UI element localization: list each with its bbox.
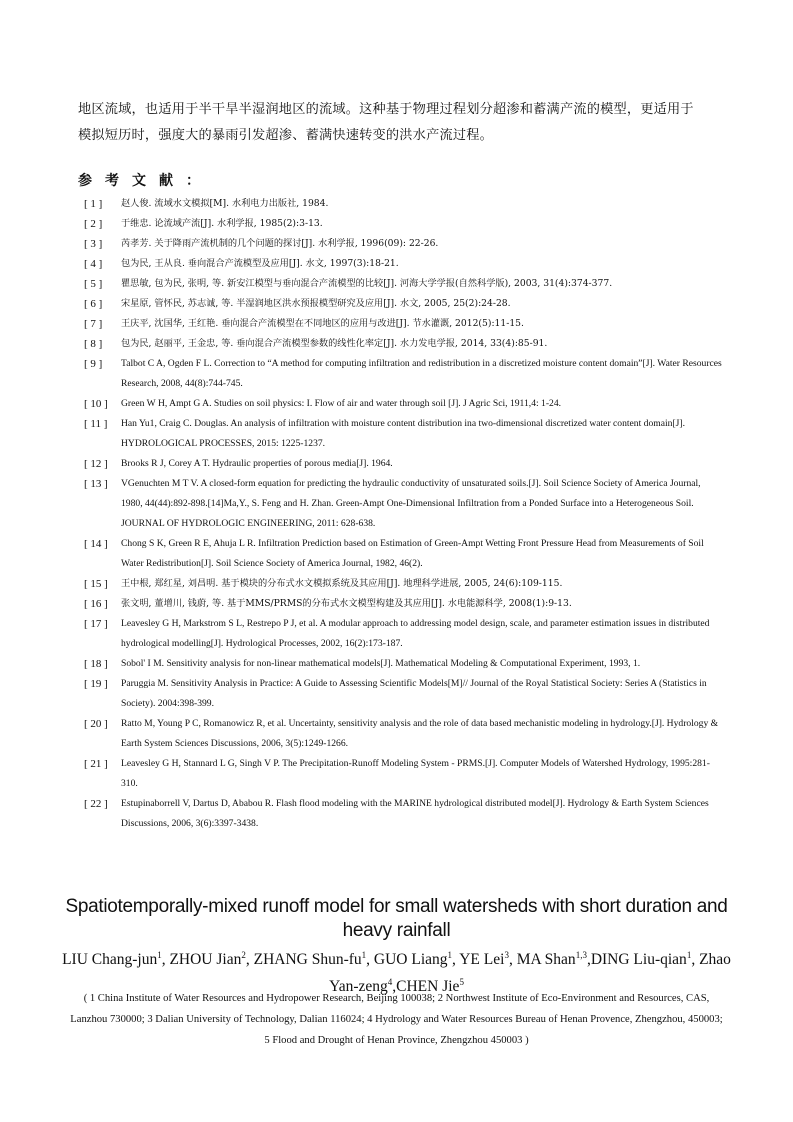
reference-number: [ 5 ]: [84, 278, 103, 290]
author-name: ZHANG Shun-fu: [253, 951, 362, 969]
reference-text: 王庆平, 沈国华, 王红艳. 垂向混合产流模型在不同地区的应用与改进[J]. 节水灌溉, 2012(5):11-15.: [121, 318, 524, 329]
reference-number: [ 10 ]: [84, 398, 108, 410]
reference-text: Talbot C A, Ogden F L. Correction to “A method for computing infiltration and redistribution in a discretized moisture content domain”[J]. Water Resources Research, 2008, 44(8):744-745.: [121, 358, 722, 389]
english-title: Spatiotemporally-mixed runoff model for small watersheds with short duration and heavy rainfall: [65, 896, 728, 941]
author-name: DING Liu-qian: [590, 951, 687, 969]
reference-item: [84, 754, 724, 794]
reference-text: Han Yu1, Craig C. Douglas. An analysis of infiltration with moisture content distribution ina two-dimensional discretized water content domain[J]. HYDROLOGICAL PROCESSES, 2015: 1225-1237.: [121, 418, 685, 449]
reference-item: [84, 654, 724, 674]
reference-number: [ 7 ]: [84, 318, 103, 330]
reference-text: Sobol' I M. Sensitivity analysis for non-linear mathematical models[J]. Mathematical Modeling & Computational Experiment, 1993, 1.: [121, 658, 641, 669]
reference-item: [84, 714, 724, 754]
affiliations: ( 1 China Institute of Water Resources and Hydropower Research, Beijing 100038; 2 Northwest Institute of Eco-Environment and Resources, CAS, Lanzhou 730000; 3 Dalian University of Technology, Dalian 116024; 4 Hydrology and Water Resources Bureau of Henan Provence, Zhengzhou, 450003; 5 Flood and Drought of Henan Province, Zhengzhou 450003 ): [70, 993, 723, 1046]
intro-line: 模拟短历时，强度大的暴雨引发超渗、蓄满快速转变的洪水产流过程。: [78, 128, 494, 143]
reference-text: VGenuchten M T V. A closed-form equation for predicting the hydraulic conductivity of unsaturated soils.[J]. Soil Science Society of America Journal, 1980, 44(44):892-898.[14]Ma,Y., S. Feng and H. Zhan. Green-Ampt One-Dimensional Infiltration from a Ponded Surface into a Heterogeneous Soil. JOURNAL OF HYDROLOGIC ENGINEERING, 2011: 628-638.: [121, 478, 701, 529]
reference-number: [ 8 ]: [84, 338, 103, 350]
reference-number: [ 16 ]: [84, 598, 108, 610]
author-affiliation-mark: 1: [686, 950, 692, 960]
reference-item: [84, 234, 724, 254]
reference-text: Brooks R J, Corey A T. Hydraulic properties of porous media[J]. 1964.: [121, 458, 393, 469]
reference-item: [84, 794, 724, 834]
author-separator: ,: [161, 951, 170, 969]
reference-number: [ 2 ]: [84, 218, 103, 230]
reference-number: [ 13 ]: [84, 478, 108, 490]
reference-number: [ 3 ]: [84, 238, 103, 250]
author-affiliation-mark: 5: [459, 977, 464, 988]
reference-number: [ 17 ]: [84, 618, 108, 630]
reference-text: 包为民, 赵丽平, 王金忠, 等. 垂向混合产流模型参数的线性化率定[J]. 水力发电学报, 2014, 33(4):85-91.: [121, 338, 548, 349]
author-affiliation-mark: 3: [504, 950, 509, 960]
author-affiliation-mark: 2: [241, 950, 246, 960]
author-affiliation-mark: 1: [361, 950, 367, 960]
reference-number: [ 19 ]: [84, 678, 108, 690]
reference-text: 于维忠. 论流域产流[J]. 水利学报, 1985(2):3-13.: [121, 218, 323, 229]
author-separator: ,: [452, 951, 460, 969]
reference-number: [ 14 ]: [84, 538, 108, 550]
reference-number: [ 18 ]: [84, 658, 108, 670]
author-separator: ,: [508, 951, 517, 969]
reference-text: Leavesley G H, Stannard L G, Singh V P. The Precipitation-Runoff Modeling System - PRMS.[J]. Computer Models of Watershed Hydrology, 1995:281-310.: [121, 758, 710, 789]
reference-number: [ 12 ]: [84, 458, 108, 470]
author-separator: ,: [392, 978, 397, 996]
reference-number: [ 15 ]: [84, 578, 108, 590]
reference-number: [ 4 ]: [84, 258, 103, 270]
reference-text: Ratto M, Young P C, Romanowicz R, et al. Uncertainty, sensitivity analysis and the role of data based mechanistic modeling in hydrology.[J]. Hydrology & Earth System Sciences Discussions, 2006, 3(5):1249-1266.: [121, 718, 719, 749]
reference-text: Chong S K, Green R E, Ahuja L R. Infiltration Prediction based on Estimation of Green-Ampt Wetting Front Pressure Head from Measurements of Soil Water Redistribution[J]. Soil Science Society of America Journal, 1982, 46(2).: [121, 538, 704, 569]
reference-item: [84, 454, 724, 474]
reference-item: [84, 194, 724, 214]
author-separator: ,: [586, 951, 591, 969]
reference-text: Estupinaborrell V, Dartus D, Ababou R. Flash flood modeling with the MARINE hydrological distributed model[J]. Hydrology & Earth System Sciences Discussions, 2006, 3(6):3397-3438.: [121, 798, 709, 829]
reference-text: 包为民, 王从良. 垂向混合产流模型及应用[J]. 水文, 1997(3):18-21.: [121, 258, 399, 269]
reference-text: Green W H, Ampt G A. Studies on soil physics: I. Flow of air and water through soil [J]. J Agric Sci, 1911,4: 1-24.: [121, 398, 562, 409]
author-separator: ,: [691, 951, 700, 969]
author-affiliation-mark: 1: [447, 950, 453, 960]
reference-text: 瞿思敏, 包为民, 张明, 等. 新安江模型与垂向混合产流模型的比较[J]. 河海大学学报(自然科学版), 2003, 31(4):374-377.: [121, 278, 613, 289]
author-name: Zhao Yan-zeng: [329, 951, 731, 996]
reference-number: [ 11 ]: [84, 418, 108, 430]
reference-text: Paruggia M. Sensitivity Analysis in Practice: A Guide to Assessing Scientific Models[M]// Journal of the Royal Statistical Society: Series A (Statistics in Society). 2004:398-399.: [121, 678, 707, 709]
reference-item: [84, 254, 724, 274]
author-name: CHEN Jie: [396, 978, 460, 996]
author-name: MA Shan: [516, 951, 576, 969]
reference-item: [84, 334, 724, 354]
reference-text: 张文明, 董增川, 钱蔚, 等. 基于MMS/PRMS的分布式水文模型构建及其应用[J]. 水电能源科学, 2008(1):9-13.: [121, 598, 572, 609]
author-name: LIU Chang-jun: [62, 951, 158, 969]
reference-item: [84, 414, 724, 454]
reference-text: 王中根, 郑红星, 刘昌明. 基于模块的分布式水文模拟系统及其应用[J]. 地理科学进展, 2005, 24(6):109-115.: [121, 578, 563, 589]
reference-item: [84, 674, 724, 714]
author-separator: ,: [245, 951, 254, 969]
author-affiliation-mark: 1,3: [575, 950, 587, 960]
reference-item: [84, 574, 724, 594]
reference-item: [84, 534, 724, 574]
reference-text: 宋星原, 管怀民, 苏志诚, 等. 半湿润地区洪水预报模型研究及应用[J]. 水文, 2005, 25(2):24-28.: [121, 298, 511, 309]
intro-paragraph: [78, 97, 726, 149]
reference-text: Leavesley G H, Markstrom S L, Restrepo P J, et al. A modular approach to addressing model design, scale, and parameter estimation issues in distributed hydrological modelling[J]. Hydrological Processes, 2002, 16(2):173-187.: [121, 618, 710, 649]
reference-number: [ 1 ]: [84, 198, 103, 210]
references-heading: 参考文献：: [78, 173, 213, 189]
reference-number: [ 21 ]: [84, 758, 108, 770]
author-name: GUO Liang: [373, 951, 448, 969]
reference-item: [84, 314, 724, 334]
reference-item: [84, 614, 724, 654]
reference-item: [84, 214, 724, 234]
reference-text: 芮孝芳. 关于降雨产流机制的几个问题的探讨[J]. 水利学报, 1996(09): 22-26.: [121, 238, 439, 249]
reference-item: [84, 354, 724, 394]
reference-number: [ 9 ]: [84, 358, 103, 370]
reference-item: [84, 474, 724, 534]
reference-item: [84, 394, 724, 414]
reference-item: [84, 594, 724, 614]
author-separator: ,: [366, 951, 374, 969]
author-affiliation-mark: 1: [157, 950, 162, 960]
intro-line: 地区流域，也适用于半干旱半湿润地区的流域。这种基于物理过程划分超渗和蓄满产流的模型，更适用于: [78, 102, 694, 117]
author-affiliation-mark: 4: [387, 977, 393, 988]
references-list: [84, 194, 724, 834]
reference-item: [84, 294, 724, 314]
reference-number: [ 22 ]: [84, 798, 108, 810]
reference-number: [ 20 ]: [84, 718, 108, 730]
reference-number: [ 6 ]: [84, 298, 103, 310]
author-name: ZHOU Jian: [169, 951, 242, 969]
reference-text: 赵人俊. 流域水文模拟[M]. 水利电力出版社, 1984.: [121, 198, 329, 209]
reference-item: [84, 274, 724, 294]
author-name: YE Lei: [459, 951, 505, 969]
